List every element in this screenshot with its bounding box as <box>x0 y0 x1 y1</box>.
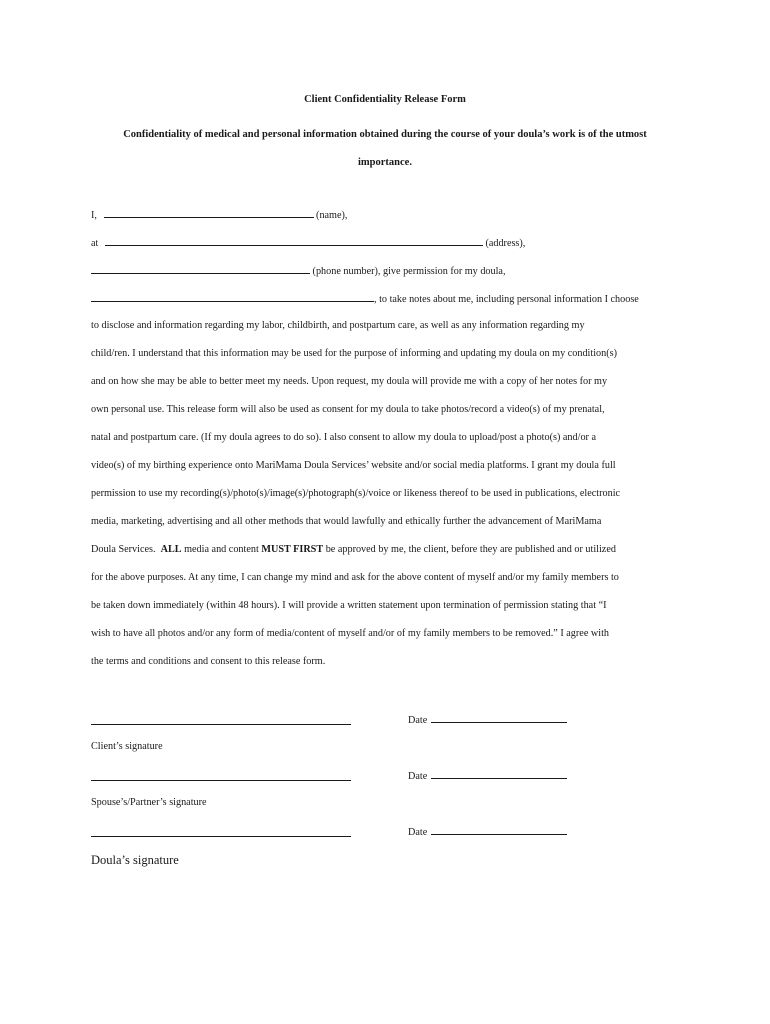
doula-suffix: , to take notes about me, including personal information I choose <box>374 294 639 305</box>
date-label: Date <box>408 715 428 726</box>
approval-middle: media and content <box>181 544 262 555</box>
body-line: the terms and conditions and consent to this release form. <box>91 656 326 667</box>
body-line: natal and postpartum care. (If my doula agrees to do so). I also consent to allow my doula to upload/post a photo(s) and/or a <box>91 432 597 443</box>
body-line: wish to have all photos and/or any form of media/content of myself and/or of my family members to be removed.” I agree with <box>91 628 610 639</box>
body-line: child/ren. I understand that this information may be used for the purpose of informing and updating my doula on my condition(s) <box>91 348 617 359</box>
phone-field[interactable] <box>91 263 310 274</box>
spouse-signature-field[interactable] <box>91 780 351 781</box>
address-line <box>91 235 525 251</box>
doula-date <box>408 824 567 838</box>
address-prefix: at <box>91 238 99 249</box>
name-prefix: I, <box>91 210 97 221</box>
body-line: own personal use. This release form will also be used as consent for my doula to take photos/record a video(s) of my prenatal, <box>91 404 605 415</box>
phone-suffix: (phone number), give permission for my doula, <box>312 266 506 277</box>
client-date <box>408 712 567 726</box>
date-label: Date <box>408 827 428 838</box>
body-line: and on how she may be able to better meet my needs. Upon request, my doula will provide me with a copy of her notes for my <box>91 376 608 387</box>
name-suffix: (name), <box>316 210 348 221</box>
body-line: to disclose and information regarding my labor, childbirth, and postpartum care, as well as any information regarding my <box>91 320 585 331</box>
approval-start: Doula Services. <box>91 544 161 555</box>
body-line: permission to use my recording(s)/photo(s)/image(s)/photograph(s)/voice or likeness thereof to be used in publications, electronic <box>91 488 621 499</box>
client-date-field[interactable] <box>431 712 567 723</box>
phone-line <box>91 263 506 279</box>
doula-name-line <box>91 291 639 307</box>
approval-end: be approved by me, the client, before they are published and or utilized <box>323 544 616 555</box>
form-subtitle: Confidentiality of medical and personal information obtained during the course of your doula’s work is of the utmost importance. <box>123 129 647 168</box>
address-field[interactable] <box>105 235 483 246</box>
spouse-date-field[interactable] <box>431 768 567 779</box>
body-line: video(s) of my birthing experience onto MariMama Doula Services’ website and/or social media platforms. I grant my doula full <box>91 460 616 471</box>
doula-signature-label: Doula’s signature <box>91 853 179 867</box>
name-field[interactable] <box>104 207 314 218</box>
spouse-signature-label: Spouse’s/Partner’s signature <box>91 797 207 808</box>
body-line: for the above purposes. At any time, I can change my mind and ask for the above content of myself and/or my family members to <box>91 572 619 583</box>
doula-name-field[interactable] <box>91 291 374 302</box>
date-label: Date <box>408 771 428 782</box>
body-line-approval <box>91 543 616 557</box>
client-signature-field[interactable] <box>91 724 351 725</box>
body-line: media, marketing, advertising and all other methods that would lawfully and ethically further the advancement of MariMama <box>91 516 602 527</box>
name-line <box>91 207 347 223</box>
address-suffix: (address), <box>485 238 526 249</box>
body-line: be taken down immediately (within 48 hours). I will provide a written statement upon termination of permission stating that “I <box>91 600 607 611</box>
approval-all: ALL <box>160 544 182 555</box>
doula-signature-field[interactable] <box>91 836 351 837</box>
approval-must-first: MUST FIRST <box>261 544 324 555</box>
client-signature-label: Client’s signature <box>91 741 163 752</box>
form-title: Client Confidentiality Release Form <box>304 94 466 105</box>
spouse-date <box>408 768 567 782</box>
doula-date-field[interactable] <box>431 824 567 835</box>
